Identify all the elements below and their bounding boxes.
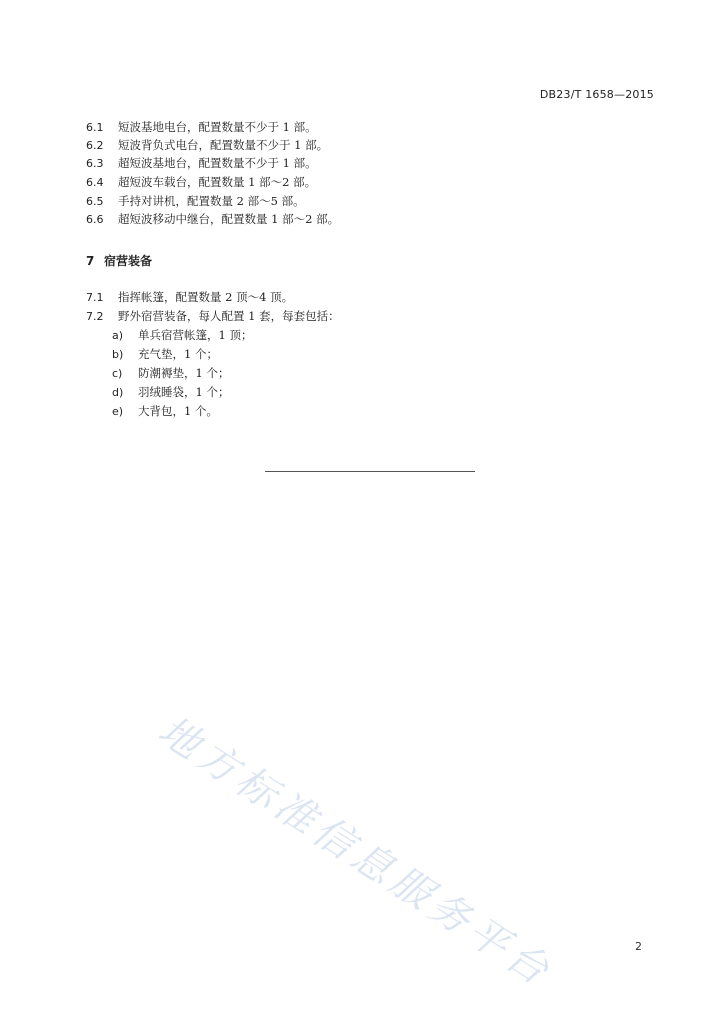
section-heading: 宿营装备 xyxy=(104,254,153,268)
list-item xyxy=(112,345,218,364)
section-number: 7 xyxy=(86,254,95,268)
list-item-text: 大背包，1 个。 xyxy=(138,404,218,418)
clause-text: 超短波基地台，配置数量不少于 1 部。 xyxy=(118,156,317,170)
clause-7-1 xyxy=(86,288,293,307)
page-number: 2 xyxy=(635,940,642,953)
clause-number: 7.2 xyxy=(86,310,104,323)
list-marker: e) xyxy=(112,405,124,418)
clause-text: 超短波移动中继台，配置数量 1 部～2 部。 xyxy=(118,212,340,226)
list-marker: c) xyxy=(112,367,123,380)
clause-number: 6.6 xyxy=(86,213,104,226)
clause-number: 6.5 xyxy=(86,195,104,208)
list-item xyxy=(112,326,252,345)
clause-6-4 xyxy=(86,173,316,192)
list-item xyxy=(112,364,229,383)
clause-6-3 xyxy=(86,154,317,173)
clause-text: 超短波车载台，配置数量 1 部～2 部。 xyxy=(118,175,317,189)
clause-number: 6.4 xyxy=(86,176,104,189)
clause-text: 短波背负式电台，配置数量不少于 1 部。 xyxy=(118,138,329,152)
list-item xyxy=(112,383,229,402)
clause-6-5 xyxy=(86,192,305,211)
list-item-text: 防潮褥垫，1 个； xyxy=(138,366,230,380)
end-rule xyxy=(265,471,475,472)
list-item-text: 羽绒睡袋，1 个； xyxy=(138,385,230,399)
clause-6-2 xyxy=(86,136,328,155)
list-item xyxy=(112,402,218,421)
clause-number: 7.1 xyxy=(86,291,104,304)
list-marker: b) xyxy=(112,348,124,361)
clause-text: 短波基地电台，配置数量不少于 1 部。 xyxy=(118,120,317,134)
list-marker: d) xyxy=(112,386,124,399)
list-item-text: 单兵宿营帐篷，1 顶； xyxy=(138,328,253,342)
clause-text: 指挥帐篷，配置数量 2 顶～4 顶。 xyxy=(118,290,294,304)
clause-text: 野外宿营装备，每人配置 1 套，每套包括： xyxy=(118,309,340,323)
list-item-text: 充气垫，1 个； xyxy=(138,347,218,361)
clause-6-1 xyxy=(86,118,317,137)
section-7-title xyxy=(86,252,152,269)
clause-number: 6.1 xyxy=(86,121,104,134)
clause-number: 6.3 xyxy=(86,157,104,170)
clause-number: 6.2 xyxy=(86,139,104,152)
header-code: DB23/T 1658—2015 xyxy=(539,88,654,101)
clause-7-2 xyxy=(86,307,340,326)
watermark: 地方标准信息服务平台 xyxy=(150,707,561,997)
clause-6-6 xyxy=(86,210,339,229)
list-marker: a) xyxy=(112,329,124,342)
clause-text: 手持对讲机，配置数量 2 部～5 部。 xyxy=(118,194,305,208)
